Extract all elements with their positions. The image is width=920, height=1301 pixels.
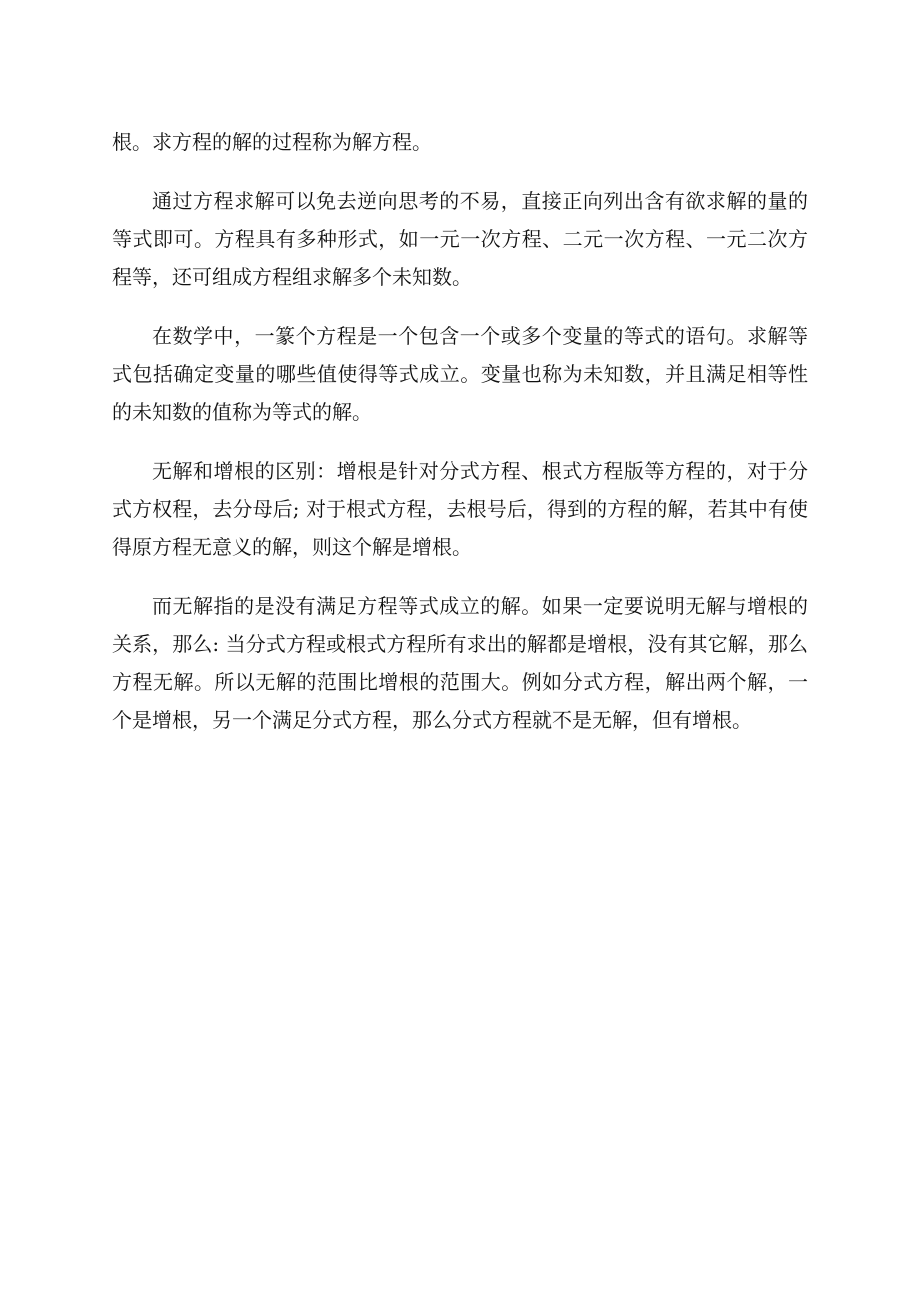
paragraph-equation-solving: 通过方程求解可以免去逆向思考的不易，直接正向列出含有欲求解的量的等式即可。方程具有多种形式，如一元一次方程、二元一次方程、一元二次方程等，还可组成方程组求解多个未知数。	[112, 189, 808, 289]
paragraph-extraneous-root: 无解和增根的区别：增根是针对分式方程、根式方程版等方程的，对于分式方权程，去分母后; 对于根式方程，去根号后，得到的方程的解，若其中有使得原方程无意义的解，则这个解是增根。	[112, 459, 808, 559]
document-body	[112, 123, 808, 760]
paragraph-continuation: 根。求方程的解的过程称为解方程。	[112, 130, 432, 154]
paragraph-equation-definition: 在数学中，一篆个方程是一个包含一个或多个变量的等式的语句。求解等式包括确定变量的哪些值使得等式成立。变量也称为未知数，并且满足相等性的未知数的值称为等式的解。	[112, 324, 808, 424]
paragraph-no-solution: 而无解指的是没有满足方程等式成立的解。如果一定要说明无解与增根的关系，那么: 当分式方程或根式方程所有求出的解都是增根，没有其它解，那么方程无解。所以无解的范围比增根的范围大。例如分式方程，解出两个解，一个是增根，另一个满足分式方程，那么分式方程就不是无解，但有增根。	[112, 594, 808, 732]
